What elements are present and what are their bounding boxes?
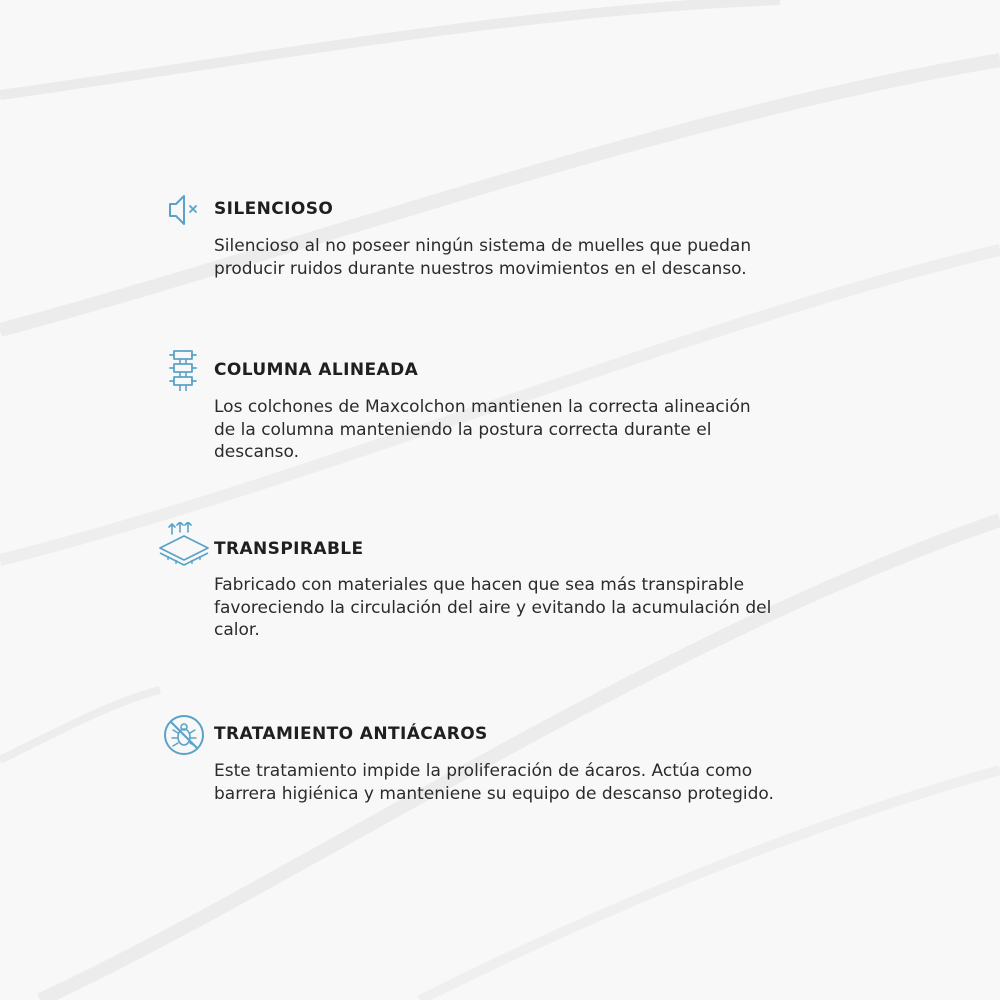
description-line: producir ruidos durante nuestros movimientos en el descanso. — [214, 258, 747, 279]
description-line: de la columna manteniendo la postura correcta durante el — [214, 419, 712, 440]
description-line: descanso. — [214, 442, 300, 462]
spine-icon — [158, 345, 210, 397]
description-line: Este tratamiento impide la proliferación de ácaros. Actúa como — [214, 761, 753, 781]
feature-description — [214, 574, 854, 642]
feature-title: SILENCIOSO — [214, 199, 334, 219]
feature-description — [214, 396, 854, 464]
feature-title: COLUMNA ALINEADA — [214, 360, 419, 380]
muted-speaker-icon — [158, 184, 210, 236]
description-line: calor. — [214, 620, 260, 640]
anti-mite-icon — [158, 709, 210, 761]
feature-title: TRANSPIRABLE — [214, 539, 364, 559]
description-line: Los colchones de Maxcolchon mantienen la correcta alineación — [214, 397, 751, 417]
description-line: Silencioso al no poseer ningún sistema de muelles que puedan — [214, 236, 752, 256]
description-line: Fabricado con materiales que hacen que sea más transpirable — [214, 575, 745, 595]
description-line: barrera higiénica y manteniene su equipo de descanso protegido. — [214, 783, 774, 804]
description-line: favoreciendo la circulación del aire y evitando la acumulación del — [214, 597, 772, 618]
feature-description — [214, 760, 854, 805]
feature-description — [214, 235, 854, 280]
breathable-layers-icon — [158, 522, 210, 574]
feature-title: TRATAMIENTO ANTIÁCAROS — [214, 724, 488, 744]
